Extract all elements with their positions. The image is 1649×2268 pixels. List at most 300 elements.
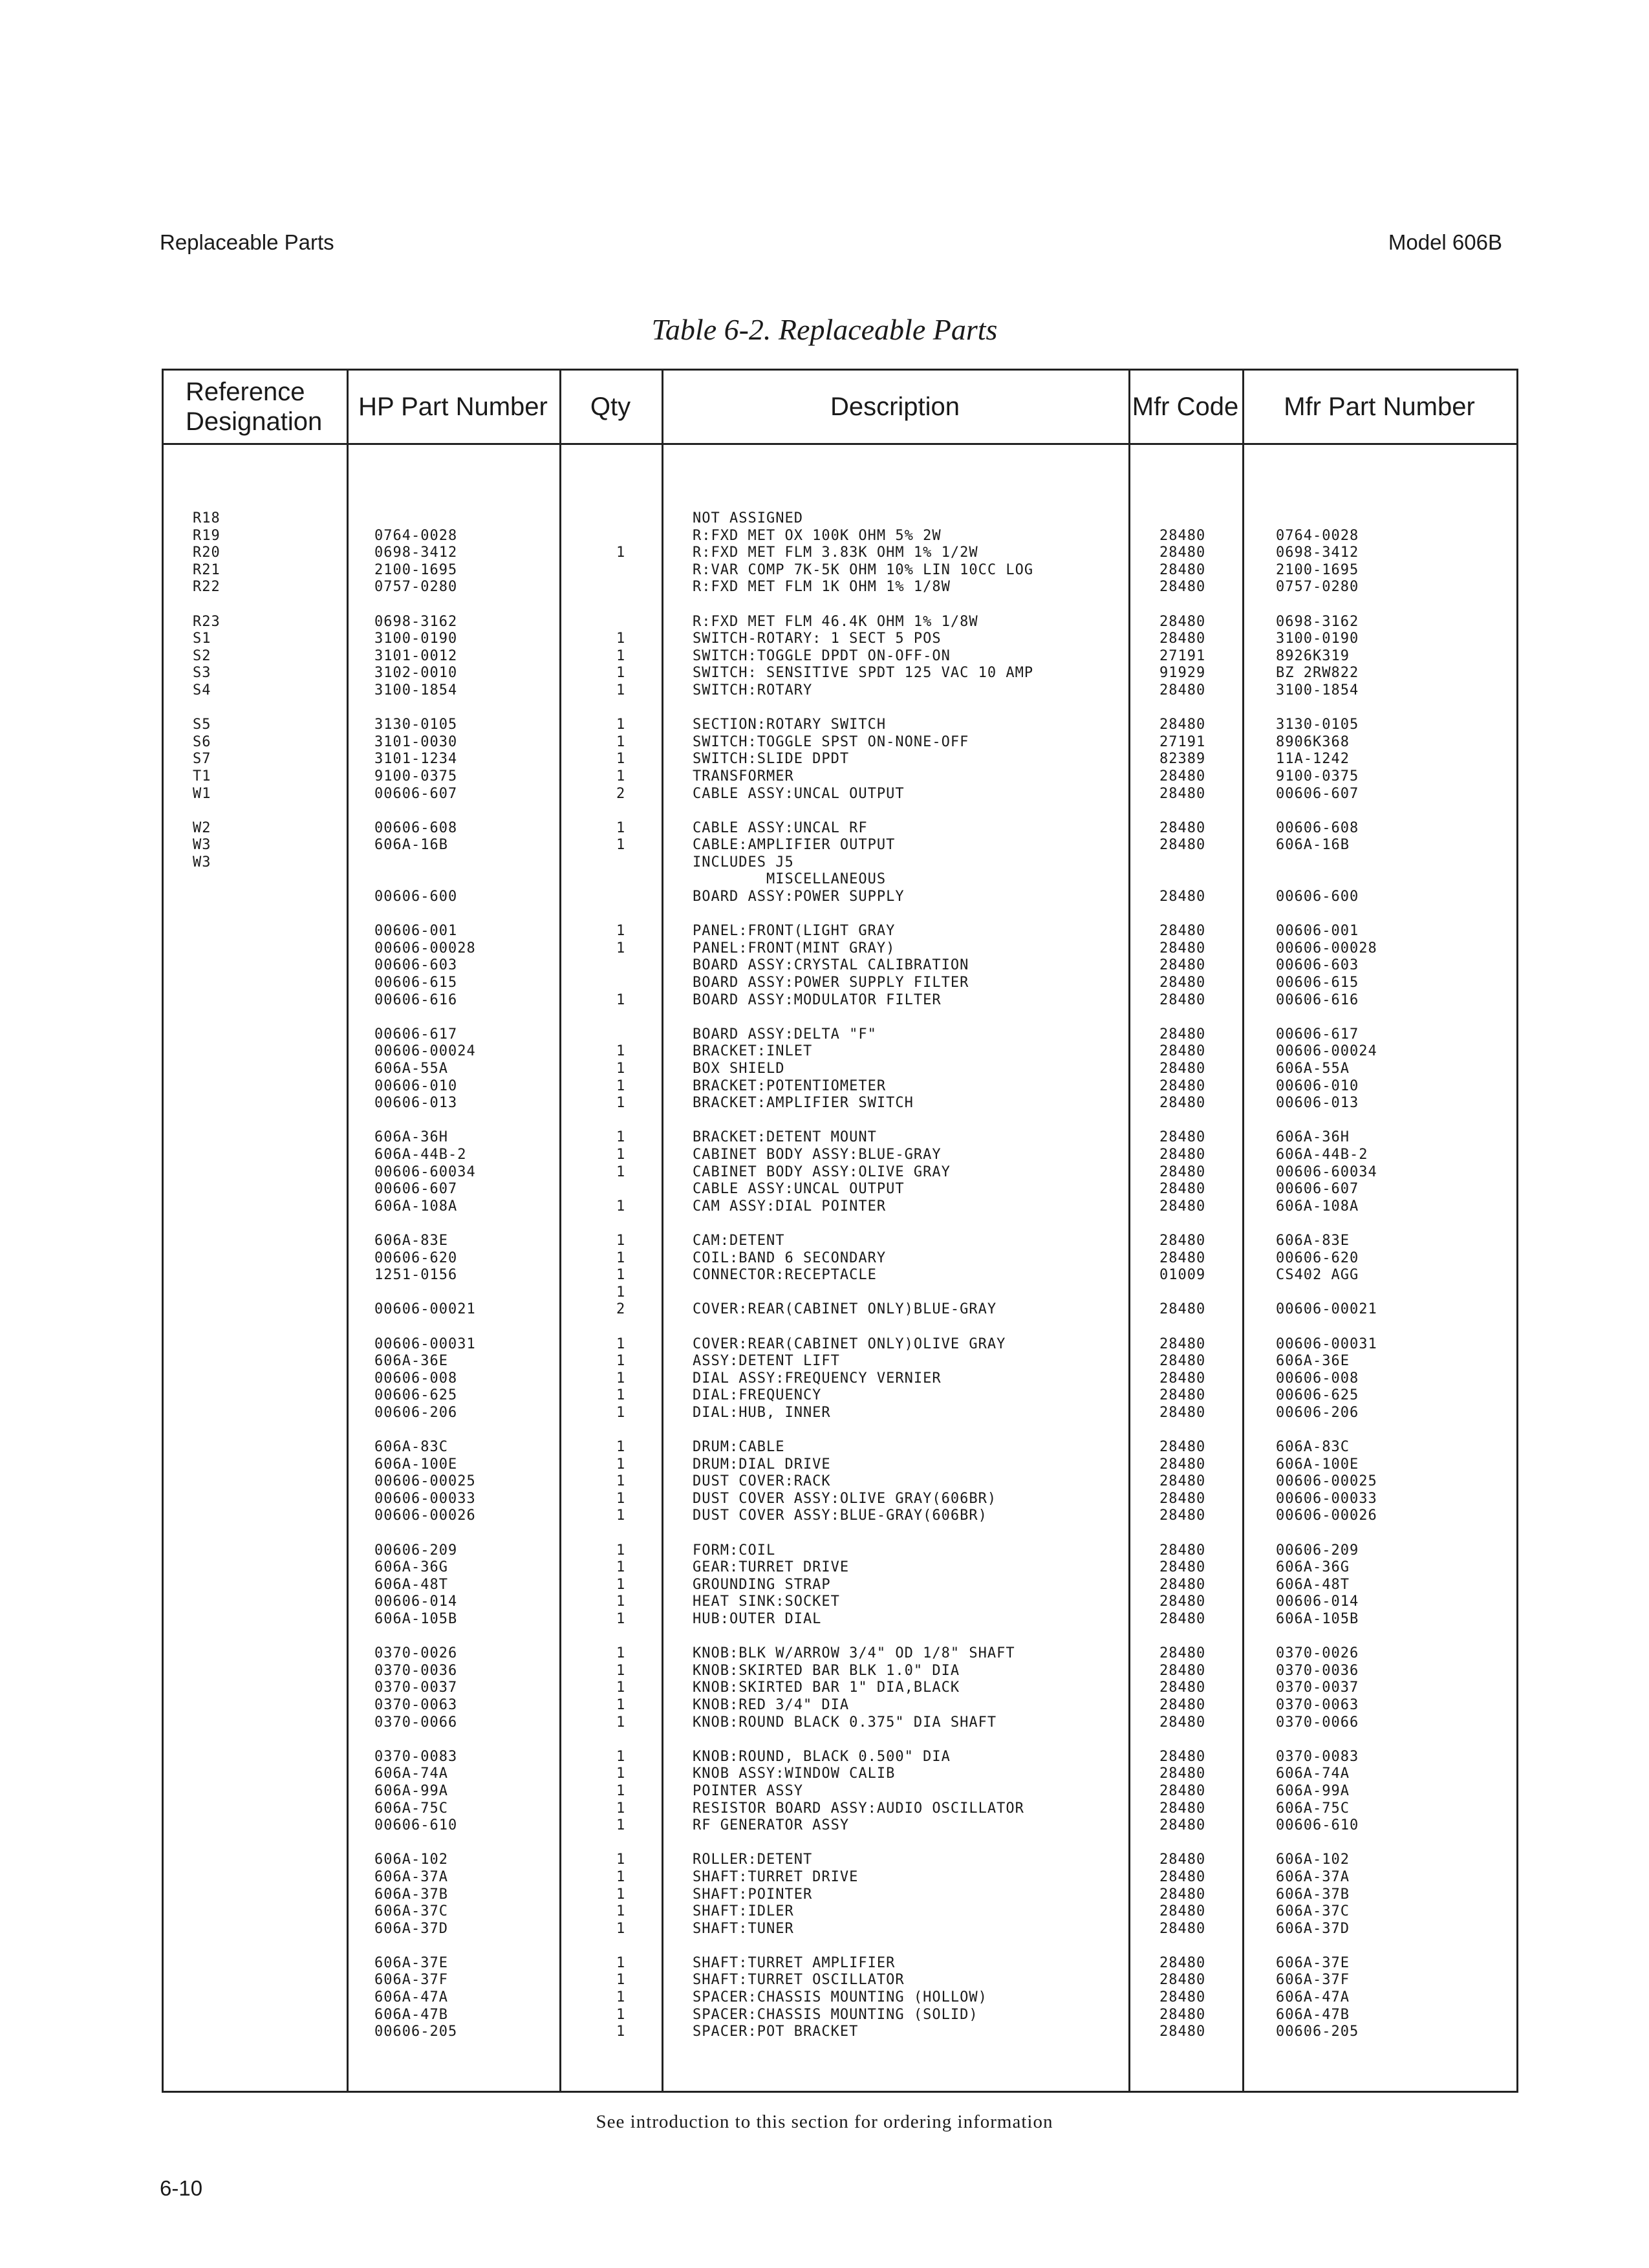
mfr-part-number: 00606-00024	[1276, 1043, 1377, 1060]
mfr-part-number: 00606-00033	[1276, 1490, 1377, 1507]
qty: 1	[616, 1920, 626, 1937]
qty: 1	[616, 1043, 626, 1060]
table-row	[164, 992, 1516, 1010]
hp-part-number: 606A-108A	[374, 1198, 458, 1215]
ordering-info-note: See introduction to this section for ordering information	[596, 2111, 1053, 2132]
qty: 1	[616, 1198, 626, 1215]
mfr-part-number: 0370-0066	[1276, 1714, 1359, 1731]
mfr-code: 28480	[1159, 1868, 1206, 1885]
table-row	[164, 1387, 1516, 1405]
mfr-part-number: 606A-37F	[1276, 1972, 1350, 1989]
qty: 1	[616, 733, 626, 750]
header-divider	[164, 443, 1516, 445]
mfr-code: 28480	[1159, 1232, 1206, 1249]
mfr-part-number: 606A-100E	[1276, 1456, 1359, 1473]
qty: 1	[616, 1284, 626, 1301]
mfr-part-number: 606A-83C	[1276, 1439, 1350, 1456]
mfr-part-number: BZ 2RW822	[1276, 665, 1359, 682]
hp-part-number: 0370-0037	[374, 1679, 458, 1696]
mfr-code: 28480	[1159, 1800, 1206, 1817]
description: SHAFT:TUNER	[693, 1920, 794, 1937]
hp-part-number: 00606-209	[374, 1542, 458, 1559]
table-row	[164, 648, 1516, 665]
mfr-code: 28480	[1159, 545, 1206, 561]
mfr-code: 28480	[1159, 1404, 1206, 1421]
description: CABLE ASSY:UNCAL OUTPUT	[693, 1181, 905, 1198]
mfr-code: 28480	[1159, 889, 1206, 905]
running-header-model: Model 606B	[1388, 230, 1502, 254]
mfr-part-number: 606A-37E	[1276, 1954, 1350, 1971]
qty: 1	[616, 1611, 626, 1627]
table-row	[164, 1697, 1516, 1714]
mfr-part-number: 00606-615	[1276, 975, 1359, 991]
mfr-code: 28480	[1159, 1077, 1206, 1094]
hp-part-number: 00606-00025	[374, 1473, 476, 1490]
description: SHAFT:TURRET OSCILLATOR	[693, 1972, 905, 1989]
mfr-part-number: 606A-74A	[1276, 1766, 1350, 1782]
table-row	[164, 562, 1516, 579]
table-row	[164, 1783, 1516, 1800]
mfr-part-number: 00606-620	[1276, 1249, 1359, 1266]
description: BRACKET:DETENT MOUNT	[693, 1129, 877, 1146]
mfr-code: 28480	[1159, 991, 1206, 1008]
parts-group	[164, 820, 1516, 906]
description: GEAR:TURRET DRIVE	[693, 1559, 850, 1576]
col-header-qty: Qty	[590, 393, 631, 421]
description: BOARD ASSY:CRYSTAL CALIBRATION	[693, 957, 969, 974]
hp-part-number: 0698-3162	[374, 613, 458, 630]
description: SWITCH-ROTARY: 1 SECT 5 POS	[693, 631, 942, 647]
qty: 1	[616, 1490, 626, 1507]
table-row	[164, 528, 1516, 545]
mfr-code: 28480	[1159, 717, 1206, 733]
parts-group	[164, 1439, 1516, 1525]
qty: 1	[616, 1077, 626, 1094]
description: CABLE:AMPLIFIER OUTPUT	[693, 837, 896, 854]
table-row	[164, 751, 1516, 768]
mfr-part-number: 606A-47B	[1276, 2006, 1350, 2023]
mfr-code: 28480	[1159, 1696, 1206, 1713]
description: SHAFT:IDLER	[693, 1903, 794, 1920]
table-row	[164, 734, 1516, 751]
ref-designation: S5	[193, 717, 211, 733]
qty: 1	[616, 1782, 626, 1799]
mfr-code: 28480	[1159, 1920, 1206, 1937]
hp-part-number: 00606-014	[374, 1593, 458, 1610]
mfr-part-number: 606A-37B	[1276, 1886, 1350, 1903]
hp-part-number: 00606-615	[374, 975, 458, 991]
mfr-part-number: 00606-001	[1276, 923, 1359, 940]
table-row	[164, 1043, 1516, 1061]
table-row	[164, 1869, 1516, 1886]
mfr-part-number: 606A-75C	[1276, 1800, 1350, 1817]
description: POINTER ASSY	[693, 1782, 803, 1799]
qty: 1	[616, 1800, 626, 1817]
hp-part-number: 00606-205	[374, 2024, 458, 2040]
ref-designation: S2	[193, 647, 211, 664]
hp-part-number: 606A-36G	[374, 1559, 448, 1576]
mfr-code: 28480	[1159, 631, 1206, 647]
mfr-part-number: 00606-206	[1276, 1404, 1359, 1421]
table-row	[164, 1164, 1516, 1182]
description: RESISTOR BOARD ASSY:AUDIO OSCILLATOR	[693, 1800, 1024, 1817]
page-number: 6-10	[160, 2176, 203, 2200]
ref-designation: W1	[193, 785, 211, 802]
mfr-part-number: 0757-0280	[1276, 579, 1359, 596]
table-row	[164, 1491, 1516, 1508]
qty: 1	[616, 2006, 626, 2023]
hp-part-number: 00606-616	[374, 991, 458, 1008]
description: RF GENERATOR ASSY	[693, 1817, 850, 1834]
mfr-code: 28480	[1159, 1679, 1206, 1696]
mfr-code: 28480	[1159, 940, 1206, 956]
mfr-code: 28480	[1159, 1817, 1206, 1834]
table-row	[164, 854, 1516, 872]
parts-group	[164, 923, 1516, 1009]
parts-group	[164, 1129, 1516, 1215]
table-row	[164, 1284, 1516, 1302]
mfr-part-number: 606A-36H	[1276, 1129, 1350, 1146]
table-row	[164, 1663, 1516, 1680]
table-row	[164, 1972, 1516, 1989]
qty: 1	[616, 1817, 626, 1834]
mfr-code: 28480	[1159, 682, 1206, 698]
description: DIAL ASSY:FREQUENCY VERNIER	[693, 1370, 942, 1387]
mfr-code: 28480	[1159, 1852, 1206, 1868]
description: SWITCH:SLIDE DPDT	[693, 751, 850, 768]
hp-part-number: 00606-010	[374, 1077, 458, 1094]
description: R:FXD MET FLM 3.83K OHM 1% 1/2W	[693, 545, 978, 561]
hp-part-number: 606A-36H	[374, 1129, 448, 1146]
hp-part-number: 0764-0028	[374, 527, 458, 544]
parts-group	[164, 510, 1516, 596]
description: KNOB:ROUND BLACK 0.375" DIA SHAFT	[693, 1714, 997, 1731]
mfr-part-number: 11A-1242	[1276, 751, 1350, 768]
table-row	[164, 889, 1516, 906]
qty: 1	[616, 631, 626, 647]
hp-part-number: 00606-00031	[374, 1335, 476, 1352]
mfr-code: 28480	[1159, 1026, 1206, 1042]
mfr-code: 28480	[1159, 2006, 1206, 2023]
ref-designation: S1	[193, 631, 211, 647]
qty: 1	[616, 1645, 626, 1662]
mfr-part-number: 00606-209	[1276, 1542, 1359, 1559]
mfr-code: 28480	[1159, 1335, 1206, 1352]
qty: 2	[616, 1301, 626, 1318]
ref-designation: R23	[193, 613, 221, 630]
mfr-part-number: 0370-0083	[1276, 1748, 1359, 1765]
qty: 1	[616, 923, 626, 940]
table-row	[164, 871, 1516, 889]
description: COIL:BAND 6 SECONDARY	[693, 1249, 887, 1266]
table-row	[164, 1852, 1516, 1869]
mfr-code: 28480	[1159, 1954, 1206, 1971]
mfr-part-number: 00606-010	[1276, 1077, 1359, 1094]
hp-part-number: 00606-001	[374, 923, 458, 940]
qty: 1	[616, 819, 626, 836]
description: SPACER:POT BRACKET	[693, 2024, 859, 2040]
mfr-code: 28480	[1159, 975, 1206, 991]
description: HUB:OUTER DIAL	[693, 1611, 822, 1627]
mfr-part-number: 00606-014	[1276, 1593, 1359, 1610]
mfr-part-number: 606A-37C	[1276, 1903, 1350, 1920]
description: ROLLER:DETENT	[693, 1852, 813, 1868]
table-row	[164, 1370, 1516, 1388]
parts-group	[164, 614, 1516, 700]
hp-part-number: 606A-37E	[374, 1954, 448, 1971]
description: BRACKET:POTENTIOMETER	[693, 1077, 887, 1094]
mfr-part-number: 606A-55A	[1276, 1061, 1350, 1077]
description: COVER:REAR(CABINET ONLY)OLIVE GRAY	[693, 1335, 1006, 1352]
qty: 1	[616, 1129, 626, 1146]
mfr-part-number: 606A-108A	[1276, 1198, 1359, 1215]
mfr-code: 28480	[1159, 923, 1206, 940]
replaceable-parts-table	[162, 369, 1518, 2093]
mfr-part-number: 0764-0028	[1276, 527, 1359, 544]
hp-part-number: 606A-44B-2	[374, 1146, 467, 1163]
qty: 1	[616, 1473, 626, 1490]
qty: 1	[616, 1061, 626, 1077]
qty: 1	[616, 1095, 626, 1112]
hp-part-number: 3101-1234	[374, 751, 458, 768]
mfr-part-number: 606A-36G	[1276, 1559, 1350, 1576]
mfr-code: 28480	[1159, 1559, 1206, 1576]
hp-part-number: 0757-0280	[374, 579, 458, 596]
table-row	[164, 1129, 1516, 1147]
description: KNOB ASSY:WINDOW CALIB	[693, 1766, 896, 1782]
description: CABLE ASSY:UNCAL RF	[693, 819, 868, 836]
table-row	[164, 837, 1516, 854]
mfr-part-number: 00606-607	[1276, 1181, 1359, 1198]
hp-part-number: 0698-3412	[374, 545, 458, 561]
parts-list	[164, 510, 1516, 2058]
hp-part-number: 3102-0010	[374, 665, 458, 682]
description: FORM:COIL	[693, 1542, 776, 1559]
mfr-part-number: 606A-47A	[1276, 1989, 1350, 2006]
table-row	[164, 1903, 1516, 1921]
mfr-part-number: 00606-00026	[1276, 1507, 1377, 1524]
mfr-part-number: 606A-37D	[1276, 1920, 1350, 1937]
qty: 1	[616, 1989, 626, 2006]
description: SECTION:ROTARY SWITCH	[693, 717, 887, 733]
hp-part-number: 00606-620	[374, 1249, 458, 1266]
table-row	[164, 1714, 1516, 1732]
hp-part-number: 00606-00024	[374, 1043, 476, 1060]
table-row	[164, 1061, 1516, 1078]
ref-designation: R20	[193, 545, 221, 561]
description: DRUM:DIAL DRIVE	[693, 1456, 831, 1473]
table-row	[164, 1456, 1516, 1474]
mfr-part-number: 606A-105B	[1276, 1611, 1359, 1627]
description: CABLE ASSY:UNCAL OUTPUT	[693, 785, 905, 802]
description: R:FXD MET FLM 46.4K OHM 1% 1/8W	[693, 613, 978, 630]
mfr-part-number: 00606-013	[1276, 1095, 1359, 1112]
mfr-code: 28480	[1159, 819, 1206, 836]
table-row	[164, 1800, 1516, 1818]
mfr-part-number: 3100-0190	[1276, 631, 1359, 647]
qty: 1	[616, 2024, 626, 2040]
hp-part-number: 00606-603	[374, 957, 458, 974]
qty: 2	[616, 785, 626, 802]
hp-part-number: 606A-83C	[374, 1439, 448, 1456]
description: BOARD ASSY:DELTA "F"	[693, 1026, 877, 1042]
description: BOARD ASSY:POWER SUPPLY	[693, 889, 905, 905]
table-row	[164, 717, 1516, 734]
mfr-code: 28480	[1159, 957, 1206, 974]
mfr-code: 28480	[1159, 1611, 1206, 1627]
table-row	[164, 1645, 1516, 1663]
mfr-part-number: 606A-44B-2	[1276, 1146, 1368, 1163]
table-row	[164, 820, 1516, 837]
description: R:FXD MET OX 100K OHM 5% 2W	[693, 527, 942, 544]
mfr-code: 28480	[1159, 1146, 1206, 1163]
table-row	[164, 768, 1516, 786]
hp-part-number: 00606-607	[374, 785, 458, 802]
mfr-code: 28480	[1159, 1370, 1206, 1387]
description: SPACER:CHASSIS MOUNTING (HOLLOW)	[693, 1989, 987, 2006]
description: DIAL:FREQUENCY	[693, 1387, 822, 1404]
mfr-code: 28480	[1159, 1714, 1206, 1731]
table-row	[164, 1095, 1516, 1112]
qty: 1	[616, 1886, 626, 1903]
qty: 1	[616, 545, 626, 561]
description: CABINET BODY ASSY:BLUE-GRAY	[693, 1146, 942, 1163]
table-row	[164, 1147, 1516, 1164]
mfr-part-number: 606A-48T	[1276, 1576, 1350, 1593]
mfr-code: 01009	[1159, 1267, 1206, 1284]
description: DRUM:CABLE	[693, 1439, 785, 1456]
mfr-code: 28480	[1159, 1129, 1206, 1146]
description: INCLUDES J5	[693, 854, 794, 870]
description: NOT ASSIGNED	[693, 510, 803, 526]
mfr-part-number: 606A-99A	[1276, 1782, 1350, 1799]
hp-part-number: 0370-0036	[374, 1662, 458, 1679]
description: SWITCH:TOGGLE SPST ON-NONE-OFF	[693, 733, 969, 750]
mfr-part-number: 00606-00028	[1276, 940, 1377, 956]
description: BOARD ASSY:POWER SUPPLY FILTER	[693, 975, 969, 991]
table-row	[164, 1817, 1516, 1835]
table-row	[164, 957, 1516, 975]
mfr-part-number: 8926K319	[1276, 647, 1350, 664]
mfr-part-number: 0370-0026	[1276, 1645, 1359, 1662]
parts-group	[164, 1852, 1516, 1938]
hp-part-number: 00606-610	[374, 1817, 458, 1834]
hp-part-number: 1251-0156	[374, 1267, 458, 1284]
qty: 1	[616, 1249, 626, 1266]
hp-part-number: 606A-37A	[374, 1868, 448, 1885]
table-row	[164, 1955, 1516, 1972]
qty: 1	[616, 1903, 626, 1920]
qty: 1	[616, 1868, 626, 1885]
qty: 1	[616, 647, 626, 664]
mfr-code: 28480	[1159, 1662, 1206, 1679]
hp-part-number: 606A-55A	[374, 1061, 448, 1077]
mfr-part-number: 0698-3162	[1276, 613, 1359, 630]
mfr-part-number: 2100-1695	[1276, 561, 1359, 578]
table-row	[164, 682, 1516, 700]
mfr-part-number: 0370-0063	[1276, 1696, 1359, 1713]
mfr-code: 28480	[1159, 768, 1206, 784]
mfr-code: 28480	[1159, 1439, 1206, 1456]
table-row	[164, 1886, 1516, 1904]
description: COVER:REAR(CABINET ONLY)BLUE-GRAY	[693, 1301, 997, 1318]
mfr-part-number: 606A-16B	[1276, 837, 1350, 854]
ref-designation: S3	[193, 665, 211, 682]
qty: 1	[616, 1714, 626, 1731]
table-row	[164, 1078, 1516, 1096]
description: CONNECTOR:RECEPTACLE	[693, 1267, 877, 1284]
table-row	[164, 510, 1516, 528]
mfr-part-number: 606A-83E	[1276, 1232, 1350, 1249]
hp-part-number: 606A-37D	[374, 1920, 448, 1937]
ref-designation: R19	[193, 527, 221, 544]
ref-designation: S7	[193, 751, 211, 768]
description: SHAFT:TURRET AMPLIFIER	[693, 1954, 896, 1971]
mfr-code: 28480	[1159, 1748, 1206, 1765]
qty: 1	[616, 1679, 626, 1696]
description: R:FXD MET FLM 1K OHM 1% 1/8W	[693, 579, 951, 596]
description: CAM:DETENT	[693, 1232, 785, 1249]
col-header-mfr-code: Mfr Code	[1132, 393, 1239, 421]
mfr-code: 28480	[1159, 2024, 1206, 2040]
mfr-part-number: 00606-00025	[1276, 1473, 1377, 1490]
qty: 1	[616, 1146, 626, 1163]
qty: 1	[616, 1456, 626, 1473]
description: KNOB:ROUND, BLACK 0.500" DIA	[693, 1748, 951, 1765]
hp-part-number: 606A-47A	[374, 1989, 448, 2006]
mfr-part-number: 00606-00031	[1276, 1335, 1377, 1352]
description: PANEL:FRONT(MINT GRAY)	[693, 940, 896, 956]
qty: 1	[616, 1404, 626, 1421]
table-row	[164, 1233, 1516, 1250]
description: DUST COVER:RACK	[693, 1473, 831, 1490]
table-row	[164, 923, 1516, 940]
table-row	[164, 1353, 1516, 1370]
mfr-code: 28480	[1159, 1181, 1206, 1198]
hp-part-number: 2100-1695	[374, 561, 458, 578]
description: CAM ASSY:DIAL POINTER	[693, 1198, 887, 1215]
hp-part-number: 00606-617	[374, 1026, 458, 1042]
description: DIAL:HUB, INNER	[693, 1404, 831, 1421]
qty: 1	[616, 1353, 626, 1370]
mfr-code: 28480	[1159, 1061, 1206, 1077]
mfr-code: 28480	[1159, 561, 1206, 578]
hp-part-number: 606A-36E	[374, 1353, 448, 1370]
mfr-part-number: 3130-0105	[1276, 717, 1359, 733]
col-header-description: Description	[830, 393, 960, 421]
mfr-part-number: 00606-00021	[1276, 1301, 1377, 1318]
description: KNOB:RED 3/4" DIA	[693, 1696, 850, 1713]
hp-part-number: 00606-008	[374, 1370, 458, 1387]
hp-part-number: 606A-16B	[374, 837, 448, 854]
table-row	[164, 1921, 1516, 1938]
hp-part-number: 606A-102	[374, 1852, 448, 1868]
hp-part-number: 606A-47B	[374, 2006, 448, 2023]
hp-part-number: 606A-37F	[374, 1972, 448, 1989]
mfr-code: 28480	[1159, 1473, 1206, 1490]
table-row	[164, 1405, 1516, 1422]
hp-part-number: 606A-75C	[374, 1800, 448, 1817]
mfr-part-number: 00606-205	[1276, 2024, 1359, 2040]
mfr-code: 28480	[1159, 1645, 1206, 1662]
table-row	[164, 1026, 1516, 1044]
mfr-code: 91929	[1159, 665, 1206, 682]
parts-group	[164, 1542, 1516, 1628]
parts-group	[164, 1336, 1516, 1422]
hp-part-number: 606A-105B	[374, 1611, 458, 1627]
mfr-part-number: 0370-0037	[1276, 1679, 1359, 1696]
description: BRACKET:INLET	[693, 1043, 813, 1060]
